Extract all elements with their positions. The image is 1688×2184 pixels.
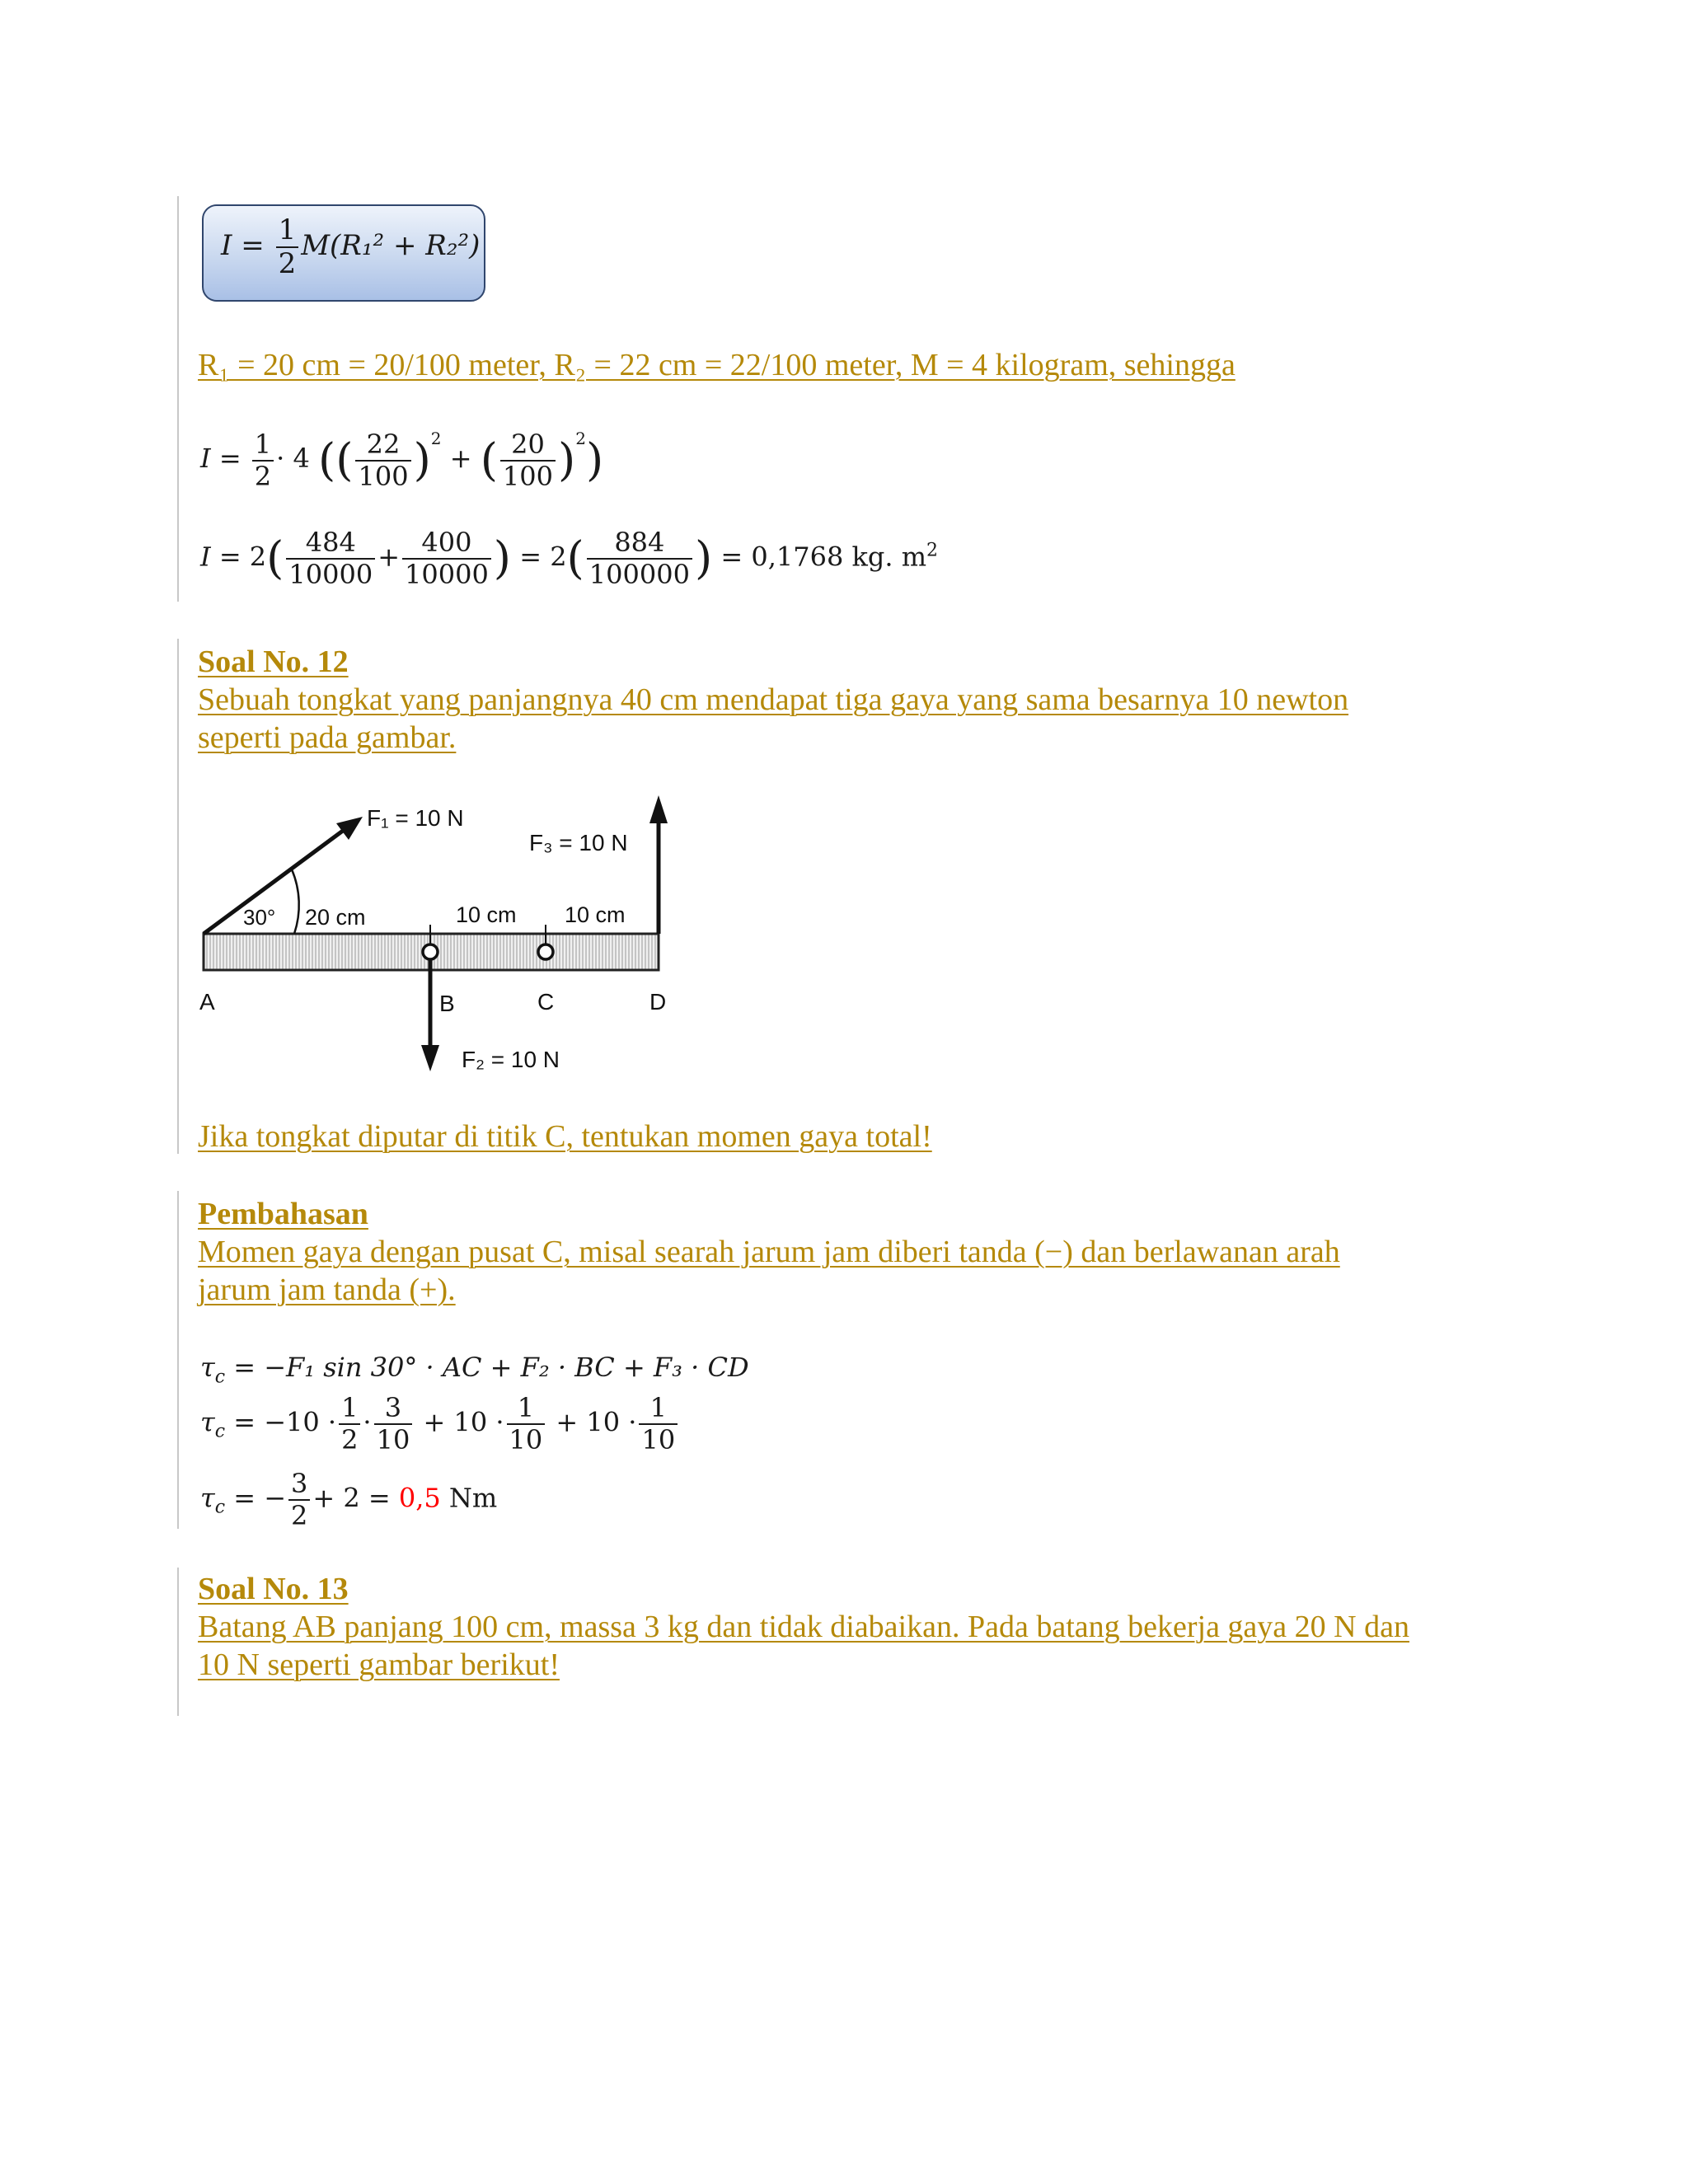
- pembahasan-text-line2: jarum jam tanda (+).: [198, 1272, 456, 1307]
- inertia-equation-2: I = 2( $\frac{484}{10000}$ + $\frac{400}{10000}$ ) = 2( $\frac{884}{100000}$ ) = 0,1768 kg. $m^2$: [200, 527, 939, 590]
- formula-box-equation: I = $\frac{1}{2}$ M(R₁² + R₂²): [221, 213, 481, 281]
- margin-bar: [177, 196, 179, 602]
- torque-diagram: [190, 787, 717, 1092]
- f1-arrowhead: [336, 817, 363, 840]
- given-values-text: R₁ = 20 cm = 20/100 meter, R₂ = 22 cm = 22/100 meter, M = 4 kilogram, sehingga: [198, 348, 1236, 382]
- inertia-equation-1: I = $\frac{1}{2}$ · 4 (( $\frac{22}{100}$ )$^2$ + ( $\frac{20}{100}$ )$^2$): [200, 428, 604, 492]
- torque-equation-row3: $\tau_c$ = − $\frac{3}{2}$ + 2 = 0,5 Nm: [200, 1468, 498, 1531]
- soal-12-text-line2: seperti pada gambar.: [198, 720, 457, 755]
- point-b-label: B: [439, 991, 455, 1016]
- torque-result: 0,5: [398, 1482, 441, 1514]
- soal-13-text-line1: Batang AB panjang 100 cm, massa 3 kg dan tidak diabaikan. Pada batang bekerja gaya 20 N dan: [198, 1610, 1409, 1644]
- soal-12-title: Soal No. 12: [198, 644, 349, 679]
- pivot-b: [423, 944, 438, 959]
- pivot-c: [538, 944, 553, 959]
- pembahasan-title: Pembahasan: [198, 1197, 368, 1231]
- point-d-label: D: [649, 989, 667, 1015]
- segment-bc-label: 10 cm: [456, 902, 517, 927]
- angle-label: 30°: [243, 905, 276, 930]
- f3-label: F₃ = 10 N: [529, 830, 628, 855]
- f1-label: F₁ = 10 N: [367, 805, 464, 831]
- margin-bar: [177, 639, 179, 1154]
- torque-equation-row2: $\tau_c = -10$ · $\frac{1}{2}$ · $\frac{3}{10}$ + 10 · $\frac{1}{10}$ + 10 · $\frac{1}{10}$: [200, 1393, 680, 1455]
- angle-arc: [292, 869, 299, 934]
- f3-arrowhead: [649, 795, 668, 823]
- f2-label: F₂ = 10 N: [462, 1047, 560, 1072]
- segment-cd-label: 10 cm: [565, 902, 626, 927]
- soal-13-text-line2: 10 N seperti gambar berikut!: [198, 1647, 560, 1682]
- pembahasan-text-line1: Momen gaya dengan pusat C, misal searah jarum jam diberi tanda (−) dan berlawanan arah: [198, 1235, 1340, 1269]
- margin-bar: [177, 1568, 179, 1716]
- soal-12-question: Jika tongkat diputar di titik C, tentukan momen gaya total!: [198, 1119, 932, 1154]
- soal-13-title: Soal No. 13: [198, 1572, 349, 1606]
- point-a-label: A: [199, 989, 215, 1015]
- torque-equation-row1: $\tau_c = -F_1$ sin 30° · AC + F₂ · BC + F₃ · CD: [200, 1352, 749, 1388]
- margin-bar: [177, 1191, 179, 1529]
- soal-12-text-line1: Sebuah tongkat yang panjangnya 40 cm mendapat tiga gaya yang sama besarnya 10 newton: [198, 682, 1349, 717]
- f2-arrowhead: [421, 1045, 439, 1071]
- segment-ab-label: 20 cm: [305, 905, 366, 930]
- point-c-label: C: [537, 989, 555, 1015]
